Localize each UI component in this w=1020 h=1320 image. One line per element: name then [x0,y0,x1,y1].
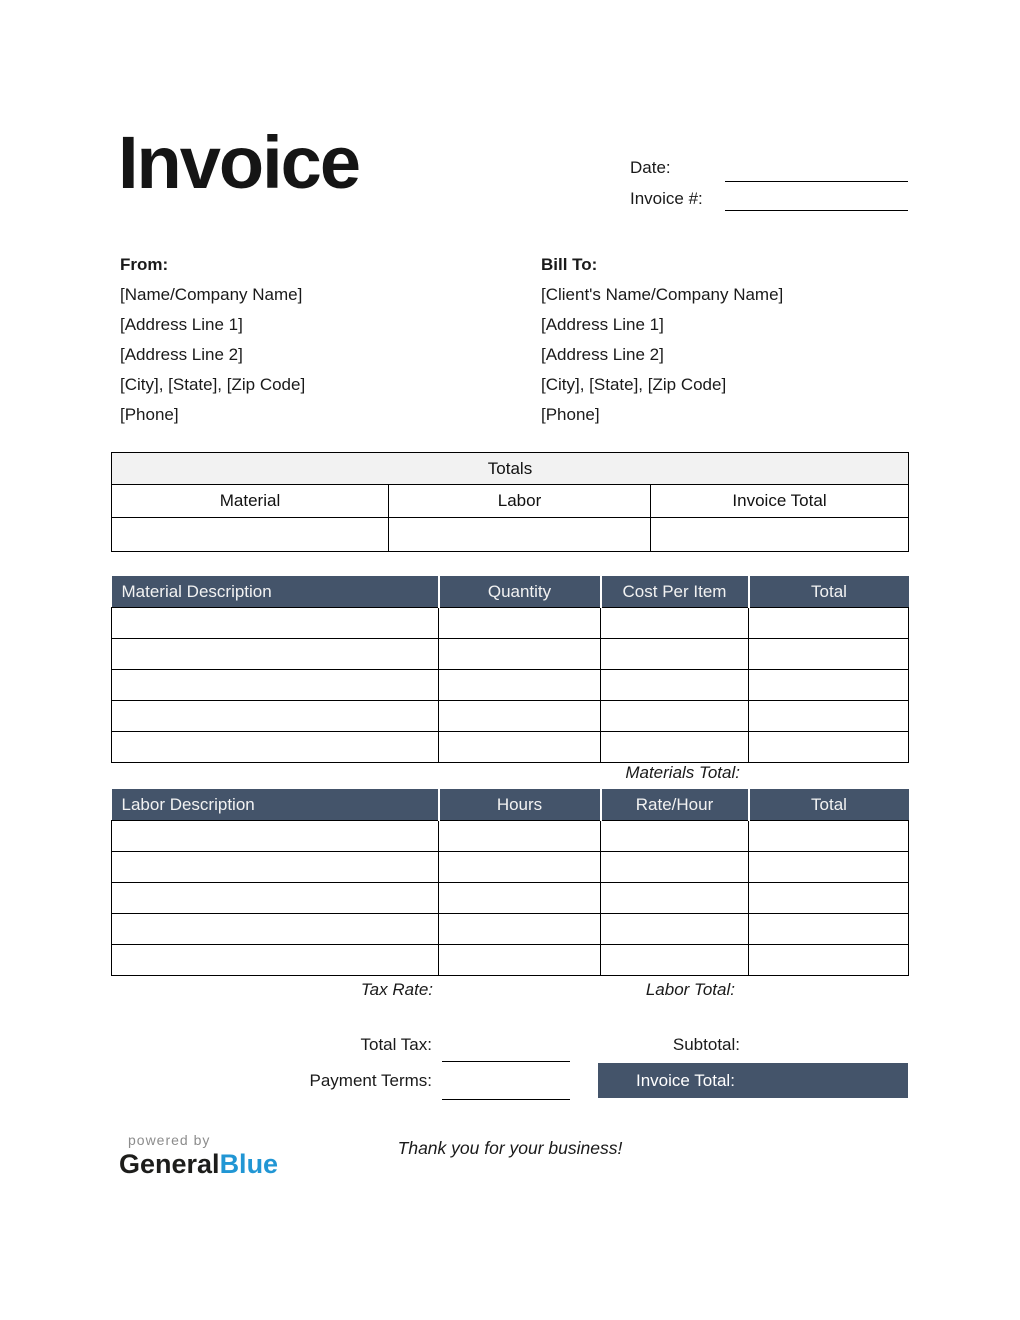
bill-to-phone-line: [Phone] [541,405,600,424]
labor-cell[interactable] [112,914,439,945]
totals-title: Totals [112,453,909,485]
materials-row [112,608,909,639]
material-cell[interactable] [112,608,439,639]
totals-invoice-total-value[interactable] [651,518,909,552]
labor-cell[interactable] [601,914,749,945]
labor-cell[interactable] [112,883,439,914]
totals-col-invoice-total: Invoice Total [651,485,909,518]
tax-rate-label: Tax Rate: [360,980,433,999]
labor-cell[interactable] [601,852,749,883]
labor-cell[interactable] [439,914,601,945]
material-cell[interactable] [112,701,439,732]
labor-row [112,883,909,914]
material-cell[interactable] [439,670,601,701]
labor-row [112,945,909,976]
totals-material-value[interactable] [112,518,389,552]
totals-col-material: Material [112,485,389,518]
bill-to-name-line: [Client's Name/Company Name] [541,285,784,304]
date-fill-line[interactable] [725,181,908,182]
labor-col-rate: Rate/Hour [601,789,749,821]
labor-row [112,852,909,883]
materials-col-total: Total [749,576,909,608]
totals-header-row [112,485,909,518]
from-city-line: [City], [State], [Zip Code] [120,375,306,394]
bill-to-heading: Bill To: [541,255,598,274]
materials-row [112,701,909,732]
material-cell[interactable] [439,732,601,763]
invoice-total-label: Invoice Total: [636,1071,735,1090]
from-address1-line: [Address Line 1] [120,315,243,334]
total-tax-label: Total Tax: [360,1035,432,1054]
labor-cell[interactable] [749,852,909,883]
labor-table [111,789,909,976]
labor-cell[interactable] [749,914,909,945]
material-cell[interactable] [749,639,909,670]
materials-total-label: Materials Total: [625,763,740,782]
materials-row [112,639,909,670]
labor-cell[interactable] [112,821,439,852]
material-cell[interactable] [439,608,601,639]
logo-general-text: General [119,1149,220,1179]
totals-labor-value[interactable] [389,518,651,552]
payment-terms-fill-line[interactable] [442,1099,570,1100]
labor-header-row [112,789,909,821]
labor-cell[interactable] [749,883,909,914]
material-cell[interactable] [749,670,909,701]
total-tax-fill-line[interactable] [442,1061,570,1062]
date-label: Date: [630,158,671,177]
totals-value-row [112,518,909,552]
materials-row [112,732,909,763]
labor-total-label: Labor Total: [645,980,735,999]
logo-blue-text: Blue [219,1149,279,1179]
material-cell[interactable] [112,670,439,701]
materials-row [112,670,909,701]
labor-cell[interactable] [112,852,439,883]
materials-col-description: Material Description [112,576,439,608]
from-block [120,250,305,430]
labor-row [112,914,909,945]
thank-you-message: Thank you for your business! [397,1138,623,1158]
totals-title-row [112,453,909,485]
bill-to-city-line: [City], [State], [Zip Code] [541,375,727,394]
labor-cell[interactable] [439,883,601,914]
material-cell[interactable] [112,732,439,763]
labor-cell[interactable] [601,821,749,852]
page-title: Invoice [118,121,359,204]
material-cell[interactable] [601,639,749,670]
materials-table [111,576,909,763]
labor-cell[interactable] [439,821,601,852]
material-cell[interactable] [749,608,909,639]
material-cell[interactable] [601,608,749,639]
powered-by-text: powered by [128,1132,211,1148]
totals-col-labor: Labor [389,485,651,518]
materials-header-row [112,576,909,608]
material-cell[interactable] [601,670,749,701]
labor-cell[interactable] [601,945,749,976]
material-cell[interactable] [439,701,601,732]
material-cell[interactable] [749,701,909,732]
bill-to-address1-line: [Address Line 1] [541,315,664,334]
labor-row [112,821,909,852]
material-cell[interactable] [749,732,909,763]
invoice-number-label: Invoice #: [630,189,703,208]
invoice-total-box [598,1063,908,1098]
labor-col-hours: Hours [439,789,601,821]
from-heading: From: [120,255,169,274]
material-cell[interactable] [601,701,749,732]
totals-table [111,452,909,552]
material-cell[interactable] [439,639,601,670]
from-name-line: [Name/Company Name] [120,285,303,304]
labor-cell[interactable] [112,945,439,976]
labor-cell[interactable] [601,883,749,914]
bill-to-block [541,250,783,430]
labor-cell[interactable] [439,852,601,883]
material-cell[interactable] [601,732,749,763]
invoice-number-fill-line[interactable] [725,210,908,211]
subtotal-label: Subtotal: [672,1035,740,1054]
from-address2-line: [Address Line 2] [120,345,243,364]
materials-col-quantity: Quantity [439,576,601,608]
from-phone-line: [Phone] [120,405,179,424]
labor-cell[interactable] [749,821,909,852]
labor-col-description: Labor Description [112,789,439,821]
material-cell[interactable] [112,639,439,670]
labor-cell[interactable] [439,945,601,976]
payment-terms-label: Payment Terms: [309,1071,432,1090]
bill-to-address2-line: [Address Line 2] [541,345,664,364]
labor-cell[interactable] [749,945,909,976]
labor-col-total: Total [749,789,909,821]
materials-col-cost: Cost Per Item [601,576,749,608]
